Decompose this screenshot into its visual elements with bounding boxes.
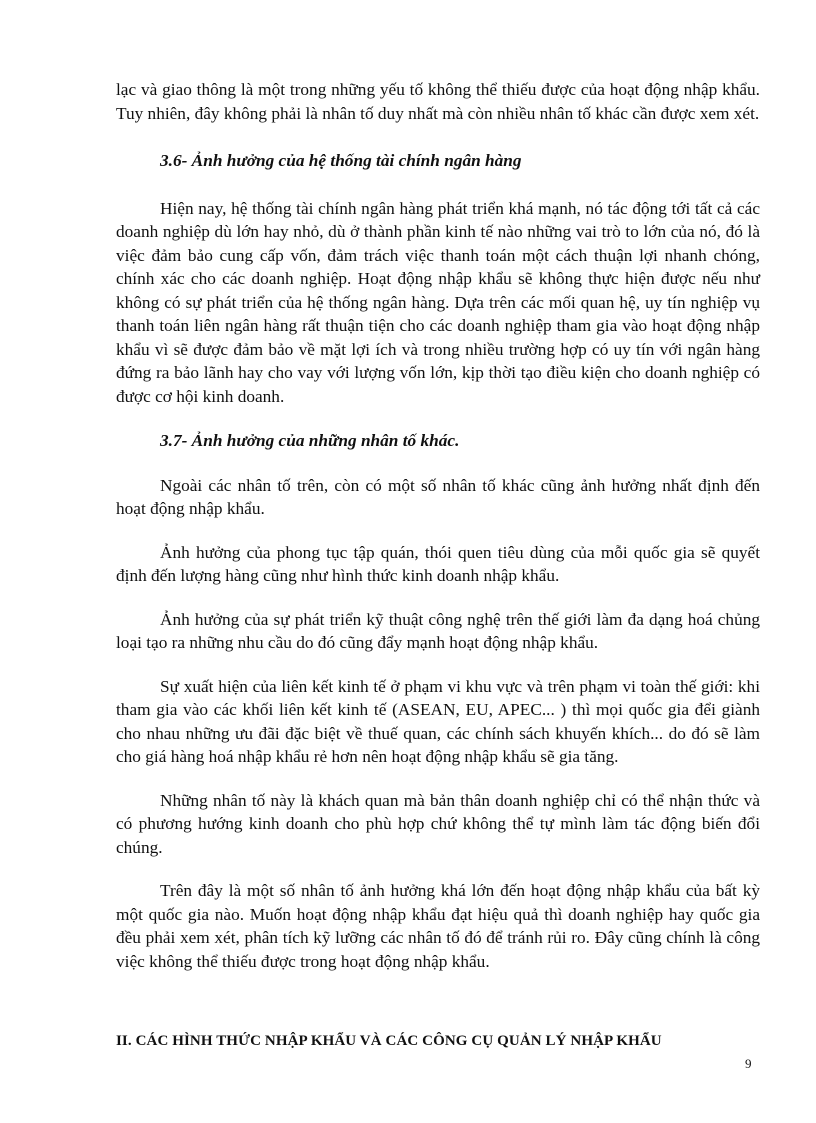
paragraph-intro: lạc và giao thông là một trong những yếu tố không thể thiếu được của hoạt động nhập khẩu. Tuy nhiên, đây không phải là nhân tố duy nhất mà còn nhiều nhân tố khác cần được xem xét. bbox=[116, 80, 760, 123]
document-page bbox=[116, 78, 760, 1052]
paragraph-3-6: Hiện nay, hệ thống tài chính ngân hàng phát triển khá mạnh, nó tác động tới tất cả các doanh nghiệp dù lớn hay nhỏ, dù ở thành phần kinh tế nào những vai trò to lớn của nó, đó là việc đảm bảo cung cấp vốn, đảm trách việc thanh toán một cách thuận lợi nhanh chóng, chính xác cho các doanh nghiệp. Hoạt động nhập khẩu sẽ không thực hiện được nếu như không có sự phát triển của hệ thống ngân hàng. Dựa trên các mối quan hệ, uy tín nghiệp vụ thanh toán liên ngân hàng rất thuận tiện cho các doanh nghiệp tham gia vào hoạt động nhập khẩu vì sẽ được đảm bảo về mặt lợi ích và trong nhiều trường hợp có uy tín với ngân hàng đứng ra bảo lãnh hay cho vay với lượng vốn lớn, kịp thời tạo điều kiện cho doanh nghiệp có được cơ hội kinh doanh. bbox=[116, 198, 760, 406]
paragraph-objective-factors: Những nhân tố này là khách quan mà bản thân doanh nghiệp chỉ có thể nhận thức và có phương hướng kinh doanh cho phù hợp chứ không thể tự mình làm tác động biến đổi chúng. bbox=[116, 790, 760, 857]
heading-section-3-6: 3.6- Ảnh hưởng của hệ thống tài chính ngân hàng bbox=[160, 151, 522, 170]
paragraph-economic-integration: Sự xuất hiện của liên kết kinh tế ở phạm vi khu vực và trên phạm vi toàn thế giới: khi tham gia vào các khối liên kết kinh tế (ASEAN, EU, APEC... ) thì mọi quốc gia đểi giành cho nhau những ưu đãi đặc biệt về thuế quan, các chính sách khuyến khích... do đó sẽ làm cho giá hàng hoá nhập khẩu rẻ hơn nên hoạt động nhập khẩu sẽ gia tăng. bbox=[116, 676, 760, 766]
paragraph-conclusion: Trên đây là một số nhân tố ảnh hưởng khá lớn đến hoạt động nhập khẩu của bất kỳ một quốc gia nào. Muốn hoạt động nhập khẩu đạt hiệu quả thì doanh nghiệp hay quốc gia đều phải xem xét, phân tích kỹ lưỡng các nhân tố đó để tránh rủi ro. Đây cũng chính là công việc không thể thiếu được trong hoạt động nhập khẩu. bbox=[116, 881, 760, 971]
heading-section-3-7: 3.7- Ảnh hưởng của những nhân tố khác. bbox=[160, 431, 460, 450]
paragraph-technology: Ảnh hưởng của sự phát triển kỹ thuật công nghệ trên thế giới làm đa dạng hoá chủng loại tạo ra những nhu cầu do đó cũng đẩy mạnh hoạt động nhập khẩu. bbox=[116, 609, 760, 652]
paragraph-customs: Ảnh hưởng của phong tục tập quán, thói quen tiêu dùng của mỗi quốc gia sẽ quyết định đến lượng hàng cũng như hình thức kinh doanh nhập khẩu. bbox=[116, 542, 760, 585]
heading-section-II: II. CÁC HÌNH THỨC NHẬP KHẨU VÀ CÁC CÔNG CỤ QUẢN LÝ NHẬP KHẨU bbox=[116, 1033, 662, 1049]
page-number: 9 bbox=[745, 1056, 752, 1071]
paragraph-3-7-intro: Ngoài các nhân tố trên, còn có một số nhân tố khác cũng ảnh hưởng nhất định đến hoạt động nhập khẩu. bbox=[116, 475, 760, 518]
